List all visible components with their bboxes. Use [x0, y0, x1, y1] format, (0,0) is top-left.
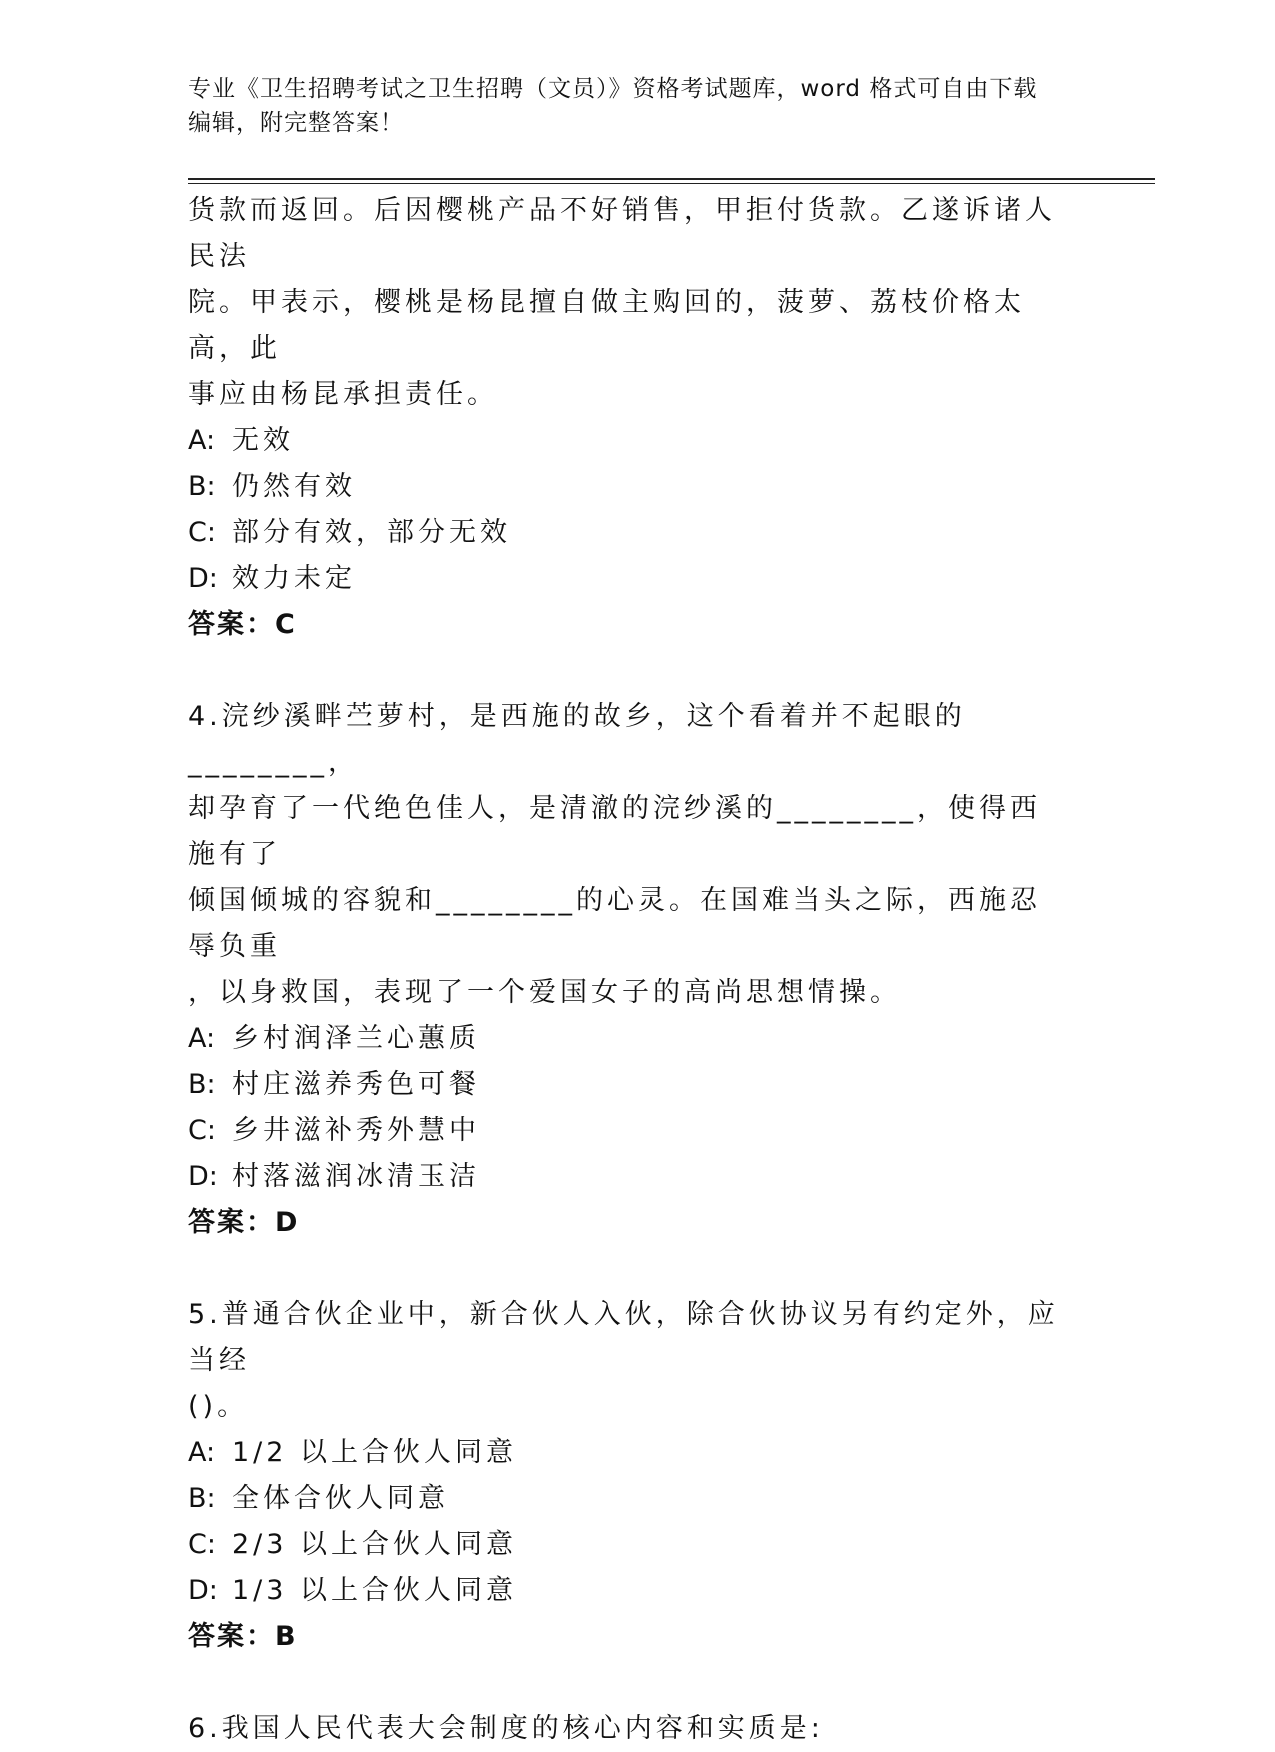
option-b: B: 村庄滋养秀色可餐 — [188, 1069, 480, 1100]
option-d: D: 村落滋润冰清玉洁 — [188, 1161, 480, 1192]
option-a: A: 乡村润泽兰心蕙质 — [188, 1023, 480, 1054]
option-b: B: 仍然有效 — [188, 471, 356, 502]
option-d: D: 1/3 以上合伙人同意 — [188, 1575, 518, 1606]
question-text-line: 事应由杨昆承担责任。 — [188, 379, 498, 410]
answer-line: 答案：D — [188, 1207, 300, 1238]
header-divider — [188, 178, 1155, 184]
option-a: A: 1/2 以上合伙人同意 — [188, 1437, 518, 1468]
option-c: C: 2/3 以上合伙人同意 — [188, 1529, 518, 1560]
question-text-line: 却孕育了一代绝色佳人，是清澈的浣纱溪的________，使得西施有了 — [188, 793, 1041, 870]
option-a: A: 无效 — [188, 425, 294, 456]
header-line-2: 编辑，附完整答案！ — [188, 110, 404, 136]
question-text-line: 货款而返回。后因樱桃产品不好销售，甲拒付货款。乙遂诉诸人民法 — [188, 195, 1056, 272]
question-6 — [188, 1706, 1068, 1752]
question-text-line: 5.普通合伙企业中，新合伙人入伙，除合伙协议另有约定外，应当经 — [188, 1299, 1059, 1376]
header-line-1: 专业《卫生招聘考试之卫生招聘（文员）》资格考试题库，word 格式可自由下载 — [188, 76, 1038, 102]
answer-line: 答案：C — [188, 609, 297, 640]
answer-line: 答案：B — [188, 1621, 298, 1652]
question-text-line: ，以身救国，表现了一个爱国女子的高尚思想情操。 — [188, 977, 901, 1008]
question-4 — [188, 694, 1068, 1246]
page-header — [188, 72, 1088, 140]
option-c: C: 乡井滋补秀外慧中 — [188, 1115, 480, 1146]
question-continued — [188, 188, 1068, 648]
option-c: C: 部分有效，部分无效 — [188, 517, 511, 548]
question-text-line: ()。 — [188, 1391, 249, 1422]
question-5 — [188, 1292, 1068, 1660]
question-text-line: 4.浣纱溪畔苎萝村，是西施的故乡，这个看着并不起眼的________， — [188, 701, 966, 778]
option-d: D: 效力未定 — [188, 563, 356, 594]
question-text-line: 6.我国人民代表大会制度的核心内容和实质是: — [188, 1713, 824, 1744]
question-text-line: 院。甲表示，樱桃是杨昆擅自做主购回的，菠萝、荔枝价格太高，此 — [188, 287, 1025, 364]
option-b: B: 全体合伙人同意 — [188, 1483, 449, 1514]
document-body — [188, 188, 1068, 1752]
question-text-line: 倾国倾城的容貌和________的心灵。在国难当头之际，西施忍辱负重 — [188, 885, 1041, 962]
